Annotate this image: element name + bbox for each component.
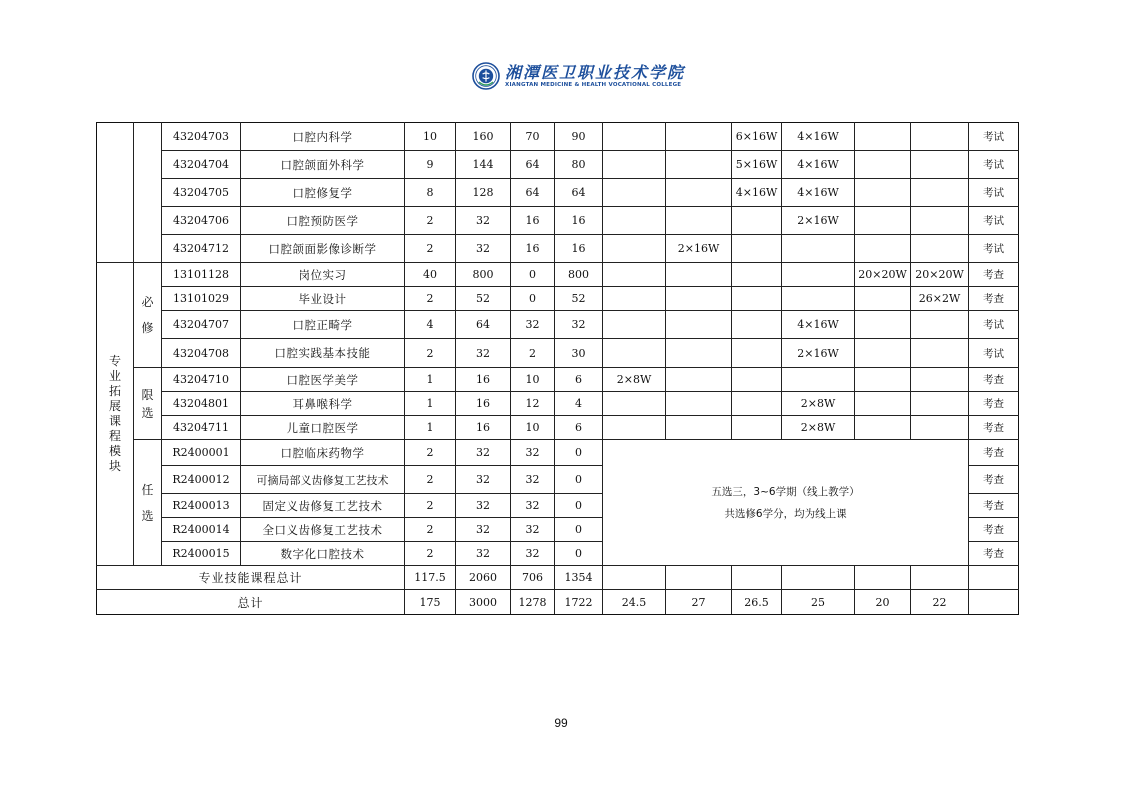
table-row — [97, 311, 1019, 339]
course-code: R2400015 — [162, 542, 241, 566]
theory-hours: 70 — [511, 123, 555, 151]
semester-6 — [911, 566, 969, 590]
semester-2 — [666, 179, 732, 207]
assessment-type: 考查 — [969, 440, 1019, 466]
semester-4: 2×16W — [782, 207, 855, 235]
assessment-type: 考试 — [969, 207, 1019, 235]
category-cell-continued — [134, 123, 162, 263]
theory-hours: 32 — [511, 518, 555, 542]
assessment-type: 考试 — [969, 311, 1019, 339]
semester-6: 22 — [911, 590, 969, 615]
grand-total-row — [97, 590, 1019, 615]
page-number: 99 — [554, 716, 568, 730]
credits: 2 — [405, 440, 456, 466]
semester-5 — [855, 339, 911, 368]
table-row — [97, 440, 1019, 466]
semester-2 — [666, 416, 732, 440]
semester-5 — [855, 392, 911, 416]
practice-hours: 1354 — [555, 566, 603, 590]
semester-5 — [855, 207, 911, 235]
course-code: 13101128 — [162, 263, 241, 287]
course-code: 43204704 — [162, 151, 241, 179]
practice-hours: 800 — [555, 263, 603, 287]
semester-2 — [666, 287, 732, 311]
semester-5 — [855, 416, 911, 440]
semester-2: 27 — [666, 590, 732, 615]
category-label-required: 必修 — [134, 263, 162, 368]
semester-2 — [666, 263, 732, 287]
theory-hours: 32 — [511, 311, 555, 339]
semester-3 — [732, 263, 782, 287]
subtotal-label: 专业技能课程总计 — [97, 566, 405, 590]
semester-6: 26×2W — [911, 287, 969, 311]
theory-hours: 10 — [511, 416, 555, 440]
credits: 2 — [405, 339, 456, 368]
college-logo-icon — [472, 62, 500, 90]
semester-5 — [855, 566, 911, 590]
credits: 2 — [405, 494, 456, 518]
course-name: 耳鼻喉科学 — [241, 392, 405, 416]
assessment-type: 考试 — [969, 179, 1019, 207]
course-name: 口腔颌面外科学 — [241, 151, 405, 179]
table-row — [97, 123, 1019, 151]
total-hours: 64 — [456, 311, 511, 339]
semester-4: 2×8W — [782, 392, 855, 416]
table-row — [97, 339, 1019, 368]
credits: 40 — [405, 263, 456, 287]
practice-hours: 0 — [555, 518, 603, 542]
semester-4: 2×16W — [782, 339, 855, 368]
course-code: 13101029 — [162, 287, 241, 311]
theory-hours: 0 — [511, 287, 555, 311]
semester-4 — [782, 368, 855, 392]
semester-5 — [855, 151, 911, 179]
table-row — [97, 416, 1019, 440]
course-code: 43204708 — [162, 339, 241, 368]
total-hours: 16 — [456, 392, 511, 416]
total-hours: 52 — [456, 287, 511, 311]
total-hours: 32 — [456, 542, 511, 566]
theory-hours: 2 — [511, 339, 555, 368]
college-name-en: XIANGTAN MEDICINE & HEALTH VOCATIONAL COLLEGE — [505, 81, 682, 88]
theory-hours: 16 — [511, 207, 555, 235]
total-hours: 128 — [456, 179, 511, 207]
practice-hours: 6 — [555, 368, 603, 392]
credits: 9 — [405, 151, 456, 179]
assessment-type: 考试 — [969, 235, 1019, 263]
assessment-type: 考查 — [969, 466, 1019, 494]
course-code: R2400014 — [162, 518, 241, 542]
theory-hours: 16 — [511, 235, 555, 263]
course-code: 43204710 — [162, 368, 241, 392]
course-code: R2400001 — [162, 440, 241, 466]
theory-hours: 32 — [511, 542, 555, 566]
table-row — [97, 151, 1019, 179]
assessment-type: 考查 — [969, 416, 1019, 440]
practice-hours: 64 — [555, 179, 603, 207]
credits: 4 — [405, 311, 456, 339]
total-hours: 16 — [456, 416, 511, 440]
practice-hours: 1722 — [555, 590, 603, 615]
course-schedule-table — [96, 122, 1019, 615]
theory-hours: 32 — [511, 494, 555, 518]
credits: 2 — [405, 518, 456, 542]
semester-3 — [732, 207, 782, 235]
course-name: 口腔修复学 — [241, 179, 405, 207]
semester-6 — [911, 339, 969, 368]
semester-3: 4×16W — [732, 179, 782, 207]
total-hours: 144 — [456, 151, 511, 179]
total-hours: 32 — [456, 494, 511, 518]
semester-5 — [855, 235, 911, 263]
theory-hours: 64 — [511, 151, 555, 179]
semester-3: 26.5 — [732, 590, 782, 615]
practice-hours: 16 — [555, 207, 603, 235]
semester-3 — [732, 311, 782, 339]
course-code: 43204705 — [162, 179, 241, 207]
practice-hours: 0 — [555, 542, 603, 566]
table-row — [97, 263, 1019, 287]
credits: 2 — [405, 466, 456, 494]
credits: 2 — [405, 235, 456, 263]
credits: 117.5 — [405, 566, 456, 590]
table-row — [97, 235, 1019, 263]
semester-2 — [666, 392, 732, 416]
course-name: 固定义齿修复工艺技术 — [241, 494, 405, 518]
course-name: 儿童口腔医学 — [241, 416, 405, 440]
course-name: 可摘局部义齿修复工艺技术 — [241, 466, 405, 494]
assessment-type: 考查 — [969, 392, 1019, 416]
table-row — [97, 287, 1019, 311]
semester-2 — [666, 311, 732, 339]
assessment-type: 考试 — [969, 151, 1019, 179]
course-name: 全口义齿修复工艺技术 — [241, 518, 405, 542]
total-hours: 160 — [456, 123, 511, 151]
practice-hours: 52 — [555, 287, 603, 311]
category-label-elective: 任选 — [134, 440, 162, 566]
semester-4: 4×16W — [782, 151, 855, 179]
semester-5: 20×20W — [855, 263, 911, 287]
course-name: 口腔正畸学 — [241, 311, 405, 339]
semester-1 — [603, 339, 666, 368]
total-hours: 800 — [456, 263, 511, 287]
semester-1 — [603, 566, 666, 590]
semester-1 — [603, 416, 666, 440]
assessment-type: 考查 — [969, 287, 1019, 311]
course-name: 口腔医学美学 — [241, 368, 405, 392]
course-code: 43204703 — [162, 123, 241, 151]
semester-2 — [666, 123, 732, 151]
course-code: 43204706 — [162, 207, 241, 235]
semester-6 — [911, 151, 969, 179]
credits: 2 — [405, 287, 456, 311]
semester-3 — [732, 339, 782, 368]
semester-6 — [911, 235, 969, 263]
semester-1: 2×8W — [603, 368, 666, 392]
semester-2 — [666, 368, 732, 392]
semester-3: 6×16W — [732, 123, 782, 151]
semester-4 — [782, 235, 855, 263]
assessment-type — [969, 566, 1019, 590]
total-hours: 3000 — [456, 590, 511, 615]
table-row — [97, 368, 1019, 392]
elective-note-line2: 共选修6学分，均为线上课 — [724, 507, 847, 520]
college-brand — [505, 64, 685, 89]
practice-hours: 0 — [555, 440, 603, 466]
table-row — [97, 179, 1019, 207]
course-name: 口腔实践基本技能 — [241, 339, 405, 368]
semester-5 — [855, 179, 911, 207]
college-name-cn: 湘潭医卫职业技术学院 — [505, 62, 686, 82]
semester-1: 24.5 — [603, 590, 666, 615]
semester-6 — [911, 207, 969, 235]
credits: 10 — [405, 123, 456, 151]
credits: 175 — [405, 590, 456, 615]
semester-5 — [855, 123, 911, 151]
theory-hours: 10 — [511, 368, 555, 392]
semester-1 — [603, 392, 666, 416]
semester-2 — [666, 339, 732, 368]
semester-4: 4×16W — [782, 311, 855, 339]
total-hours: 32 — [456, 518, 511, 542]
course-name: 口腔预防医学 — [241, 207, 405, 235]
semester-3: 5×16W — [732, 151, 782, 179]
theory-hours: 0 — [511, 263, 555, 287]
course-code: 43204712 — [162, 235, 241, 263]
semester-6 — [911, 179, 969, 207]
assessment-type: 考试 — [969, 339, 1019, 368]
elective-note-line1: 五选三，3~6学期（线上教学） — [711, 485, 860, 498]
semester-2 — [666, 151, 732, 179]
assessment-type: 考查 — [969, 542, 1019, 566]
theory-hours: 12 — [511, 392, 555, 416]
semester-5: 20 — [855, 590, 911, 615]
practice-hours: 4 — [555, 392, 603, 416]
total-hours: 16 — [456, 368, 511, 392]
assessment-type: 考查 — [969, 368, 1019, 392]
credits: 1 — [405, 368, 456, 392]
table-row — [97, 207, 1019, 235]
semester-5 — [855, 287, 911, 311]
credits: 1 — [405, 392, 456, 416]
page-header — [472, 60, 685, 92]
semester-3 — [732, 416, 782, 440]
semester-3 — [732, 368, 782, 392]
course-code: 43204711 — [162, 416, 241, 440]
semester-6 — [911, 392, 969, 416]
semester-4: 4×16W — [782, 123, 855, 151]
theory-hours: 32 — [511, 440, 555, 466]
semester-4: 25 — [782, 590, 855, 615]
semester-4 — [782, 566, 855, 590]
semester-3 — [732, 392, 782, 416]
course-code: 43204801 — [162, 392, 241, 416]
credits: 2 — [405, 542, 456, 566]
semester-6 — [911, 368, 969, 392]
practice-hours: 90 — [555, 123, 603, 151]
semester-1 — [603, 263, 666, 287]
total-hours: 32 — [456, 440, 511, 466]
practice-hours: 0 — [555, 494, 603, 518]
theory-hours: 64 — [511, 179, 555, 207]
course-name: 毕业设计 — [241, 287, 405, 311]
module-label-extension: 专业拓展课程模块 — [97, 263, 134, 566]
semester-1 — [603, 207, 666, 235]
course-code: R2400013 — [162, 494, 241, 518]
practice-hours: 0 — [555, 466, 603, 494]
semester-1 — [603, 287, 666, 311]
semester-2: 2×16W — [666, 235, 732, 263]
semester-1 — [603, 179, 666, 207]
theory-hours: 32 — [511, 466, 555, 494]
practice-hours: 80 — [555, 151, 603, 179]
total-hours: 32 — [456, 207, 511, 235]
course-name: 口腔内科学 — [241, 123, 405, 151]
course-name: 口腔临床药物学 — [241, 440, 405, 466]
practice-hours: 16 — [555, 235, 603, 263]
semester-6: 20×20W — [911, 263, 969, 287]
semester-3 — [732, 235, 782, 263]
practice-hours: 32 — [555, 311, 603, 339]
assessment-type: 考查 — [969, 494, 1019, 518]
total-hours: 32 — [456, 339, 511, 368]
semester-5 — [855, 368, 911, 392]
semester-6 — [911, 311, 969, 339]
category-label-limited: 限选 — [134, 368, 162, 440]
semester-1 — [603, 311, 666, 339]
assessment-type: 考试 — [969, 123, 1019, 151]
total-hours: 2060 — [456, 566, 511, 590]
credits: 2 — [405, 207, 456, 235]
semester-5 — [855, 311, 911, 339]
semester-1 — [603, 151, 666, 179]
semester-3 — [732, 566, 782, 590]
course-name: 口腔颌面影像诊断学 — [241, 235, 405, 263]
semester-3 — [732, 287, 782, 311]
module-cell-continued — [97, 123, 134, 263]
assessment-type: 考查 — [969, 263, 1019, 287]
semester-4 — [782, 287, 855, 311]
total-hours: 32 — [456, 235, 511, 263]
credits: 1 — [405, 416, 456, 440]
course-name: 数字化口腔技术 — [241, 542, 405, 566]
credits: 8 — [405, 179, 456, 207]
semester-4: 2×8W — [782, 416, 855, 440]
assessment-type — [969, 590, 1019, 615]
subtotal-row — [97, 566, 1019, 590]
semester-1 — [603, 123, 666, 151]
practice-hours: 6 — [555, 416, 603, 440]
assessment-type: 考查 — [969, 518, 1019, 542]
table-row — [97, 392, 1019, 416]
course-code: R2400012 — [162, 466, 241, 494]
semester-2 — [666, 566, 732, 590]
course-code: 43204707 — [162, 311, 241, 339]
total-hours: 32 — [456, 466, 511, 494]
semester-4 — [782, 263, 855, 287]
semester-6 — [911, 416, 969, 440]
semester-6 — [911, 123, 969, 151]
semester-2 — [666, 207, 732, 235]
elective-note — [603, 440, 969, 566]
theory-hours: 706 — [511, 566, 555, 590]
practice-hours: 30 — [555, 339, 603, 368]
semester-1 — [603, 235, 666, 263]
course-name: 岗位实习 — [241, 263, 405, 287]
semester-4: 4×16W — [782, 179, 855, 207]
grand-total-label: 总计 — [97, 590, 405, 615]
theory-hours: 1278 — [511, 590, 555, 615]
